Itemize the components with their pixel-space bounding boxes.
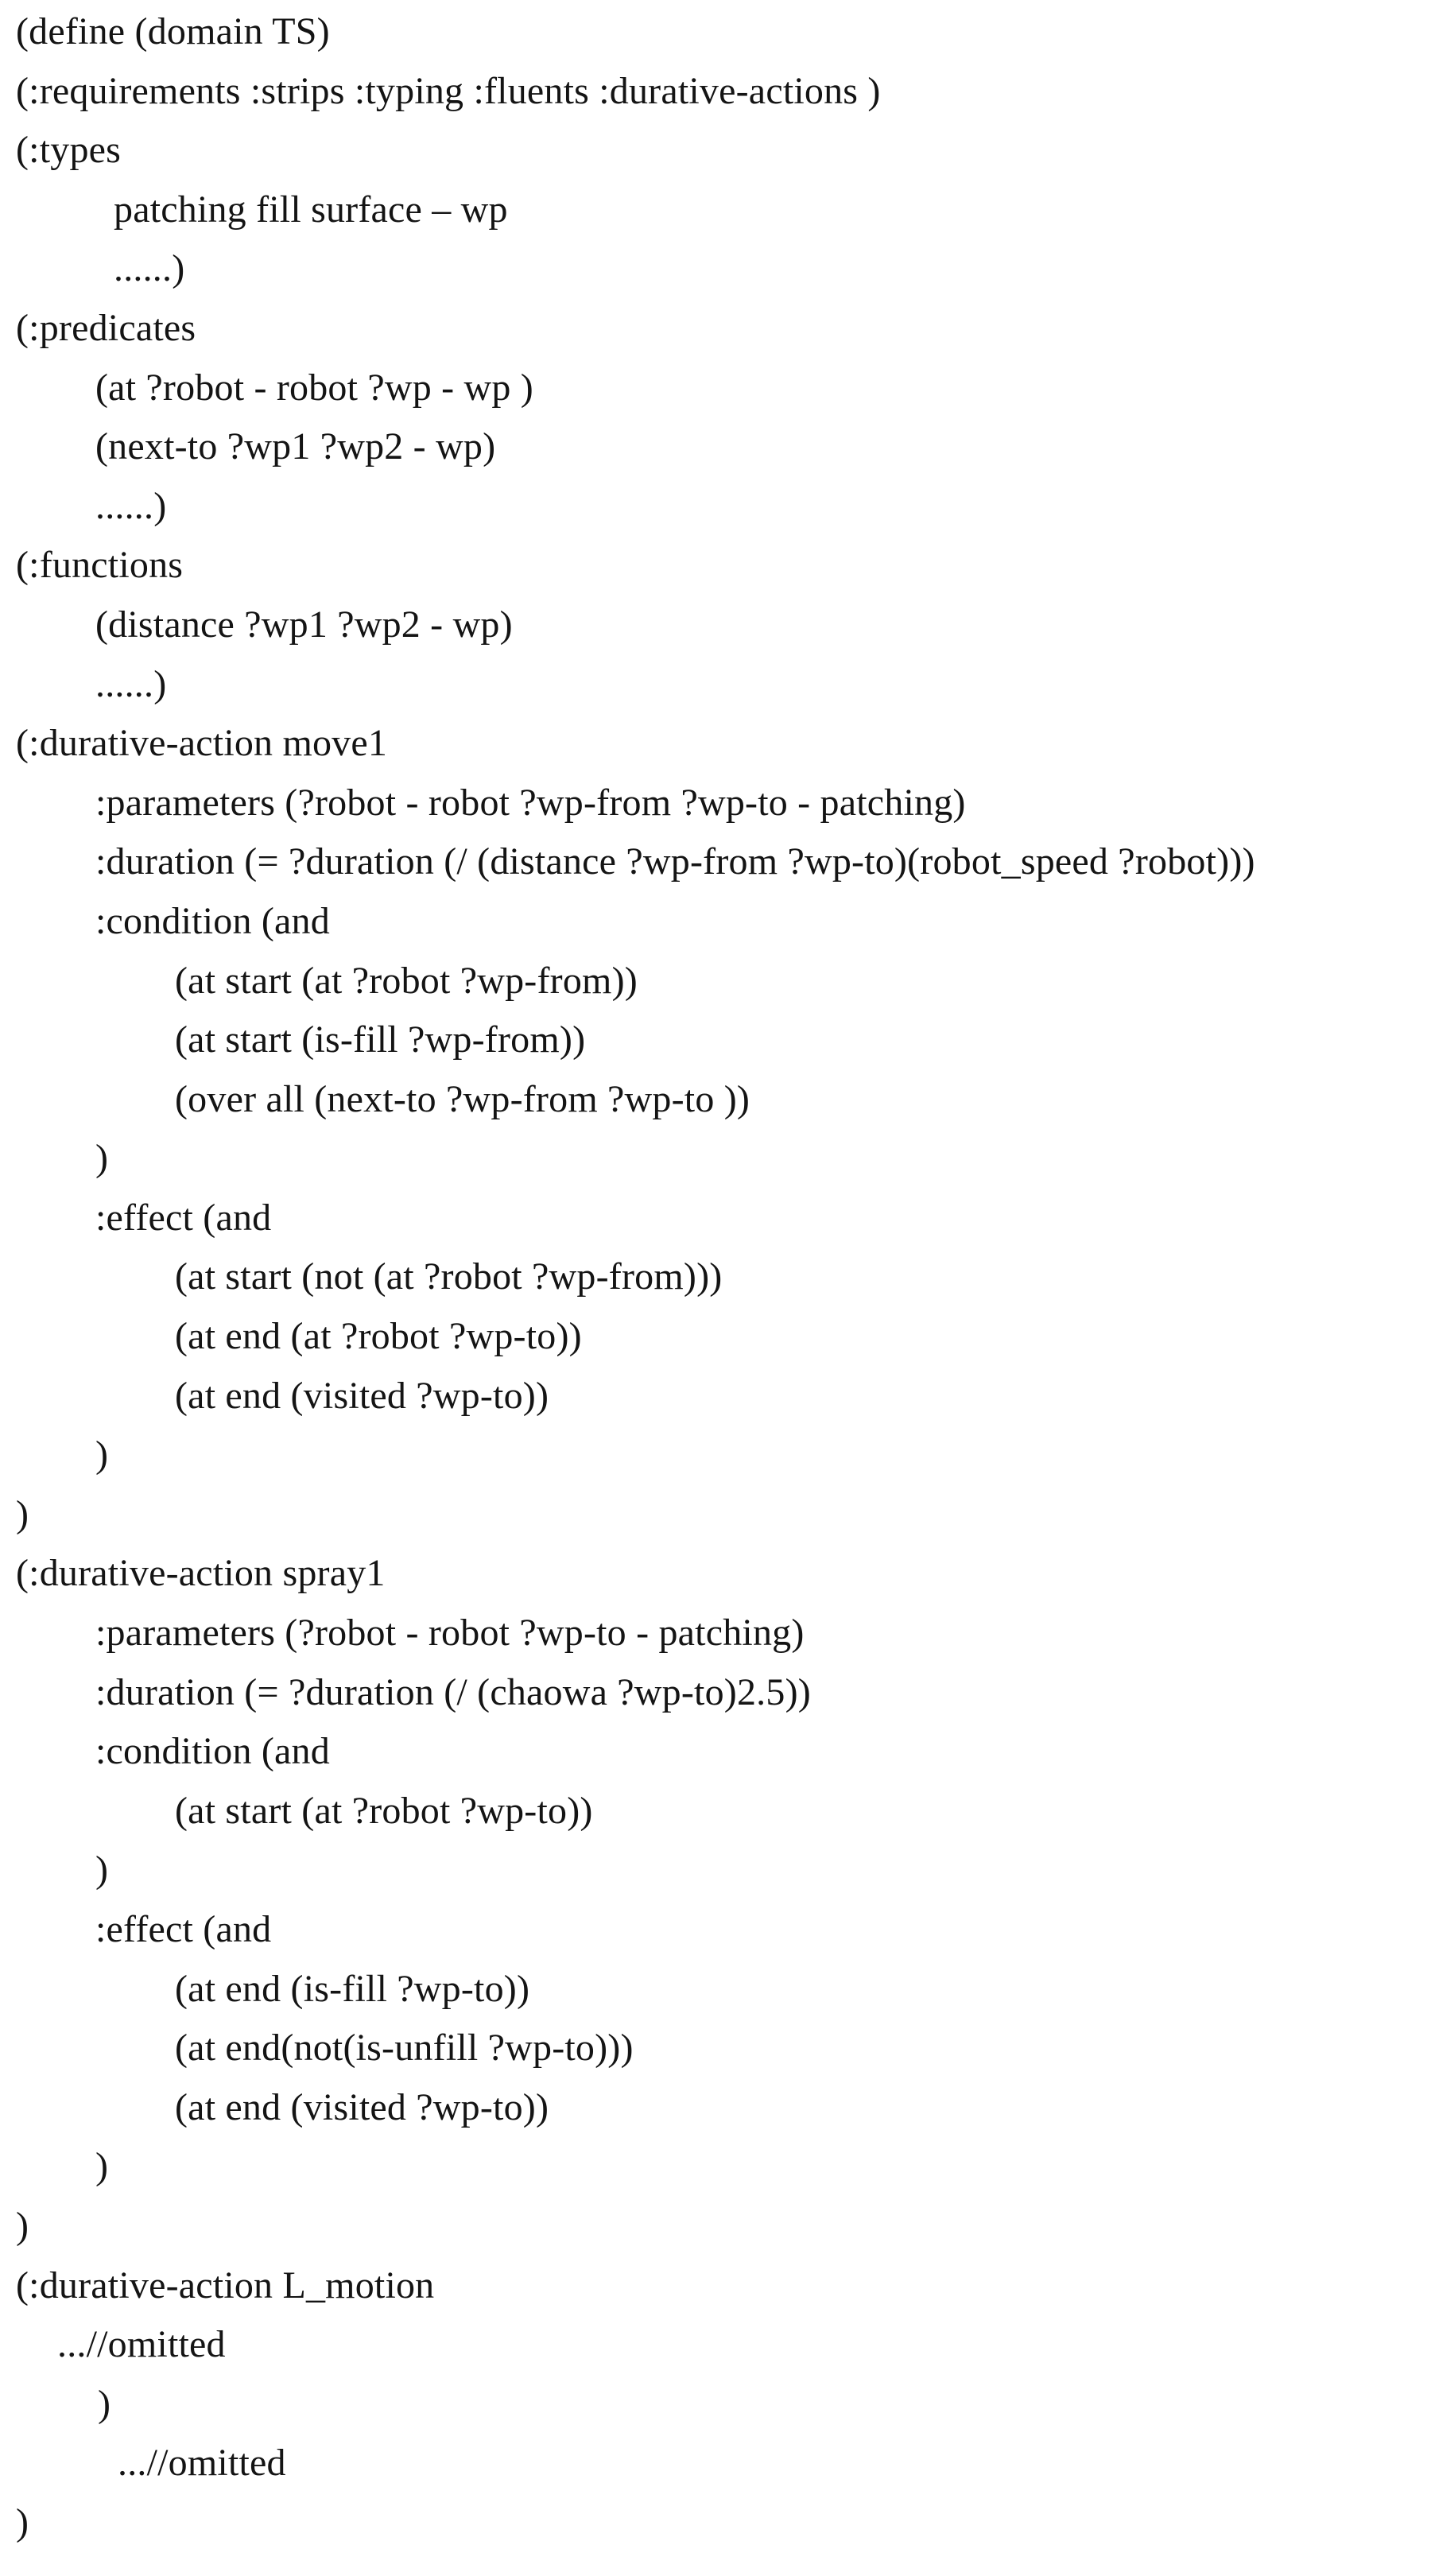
move1-condition-close: ) [95,1137,109,1180]
l-motion-omitted: ...//omitted [118,2442,286,2485]
move1-condition-item: (over all (next-to ?wp-from ?wp-to )) [175,1077,750,1120]
spray1-condition-item: (at start (at ?robot ?wp-to)) [175,1789,593,1832]
move1-effect-item: (at end (at ?robot ?wp-to)) [175,1315,582,1358]
move1-duration: :duration (= ?duration (/ (distance ?wp-from ?wp-to)(robot_speed ?robot))) [95,840,1255,883]
functions-header: (:functions [16,544,184,587]
predicates-ellipsis: ......) [95,484,167,527]
move1-effect-header: :effect (and [95,1196,272,1239]
define-domain-line: (define (domain TS) [16,10,330,52]
spray1-parameters: :parameters (?robot - robot ?wp-to - patching) [95,1612,805,1655]
types-entry: patching fill surface – wp [114,188,508,231]
predicates-header: (:predicates [16,306,196,349]
types-ellipsis: ......) [114,247,185,290]
action-spray1-header: (:durative-action spray1 [16,1552,386,1595]
function-distance: (distance ?wp1 ?wp2 - wp) [95,603,513,646]
spray1-effect-item: (at end(not(is-unfill ?wp-to))) [175,2027,634,2070]
requirements-line: (:requirements :strips :typing :fluents :durative-actions ) [16,69,881,112]
action-l-motion-header: (:durative-action L_motion [16,2264,435,2306]
spray1-effect-item: (at end (visited ?wp-to)) [175,2085,549,2128]
action-move1-header: (:durative-action move1 [16,722,388,765]
l-motion-inner-close: ) [98,2382,111,2425]
pddl-domain-listing [0,2,1431,2553]
action-move1-close: ) [16,1492,29,1535]
spray1-effect-item: (at end (is-fill ?wp-to)) [175,1967,530,2010]
l-motion-omitted: ...//omitted [57,2323,226,2366]
spray1-effect-header: :effect (and [95,1908,272,1950]
move1-condition-header: :condition (and [95,899,330,942]
functions-ellipsis: ......) [95,662,167,705]
move1-parameters: :parameters (?robot - robot ?wp-from ?wp-to - patching) [95,781,966,824]
spray1-effect-close: ) [95,2145,109,2188]
move1-condition-item: (at start (is-fill ?wp-from)) [175,1018,586,1061]
predicate-next-to: (next-to ?wp1 ?wp2 - wp) [95,425,496,468]
spray1-condition-header: :condition (and [95,1730,330,1773]
move1-condition-item: (at start (at ?robot ?wp-from)) [175,959,638,1002]
define-close: ) [16,2500,29,2543]
spray1-condition-close: ) [95,1849,109,1891]
move1-effect-item: (at end (visited ?wp-to)) [175,1374,549,1417]
move1-effect-item: (at start (not (at ?robot ?wp-from))) [175,1255,723,1298]
move1-effect-close: ) [95,1433,109,1476]
types-header: (:types [16,129,122,172]
action-spray1-close: ) [16,2204,29,2247]
spray1-duration: :duration (= ?duration (/ (chaowa ?wp-to)2.5)) [95,1670,811,1713]
predicate-at: (at ?robot - robot ?wp - wp ) [95,366,533,409]
